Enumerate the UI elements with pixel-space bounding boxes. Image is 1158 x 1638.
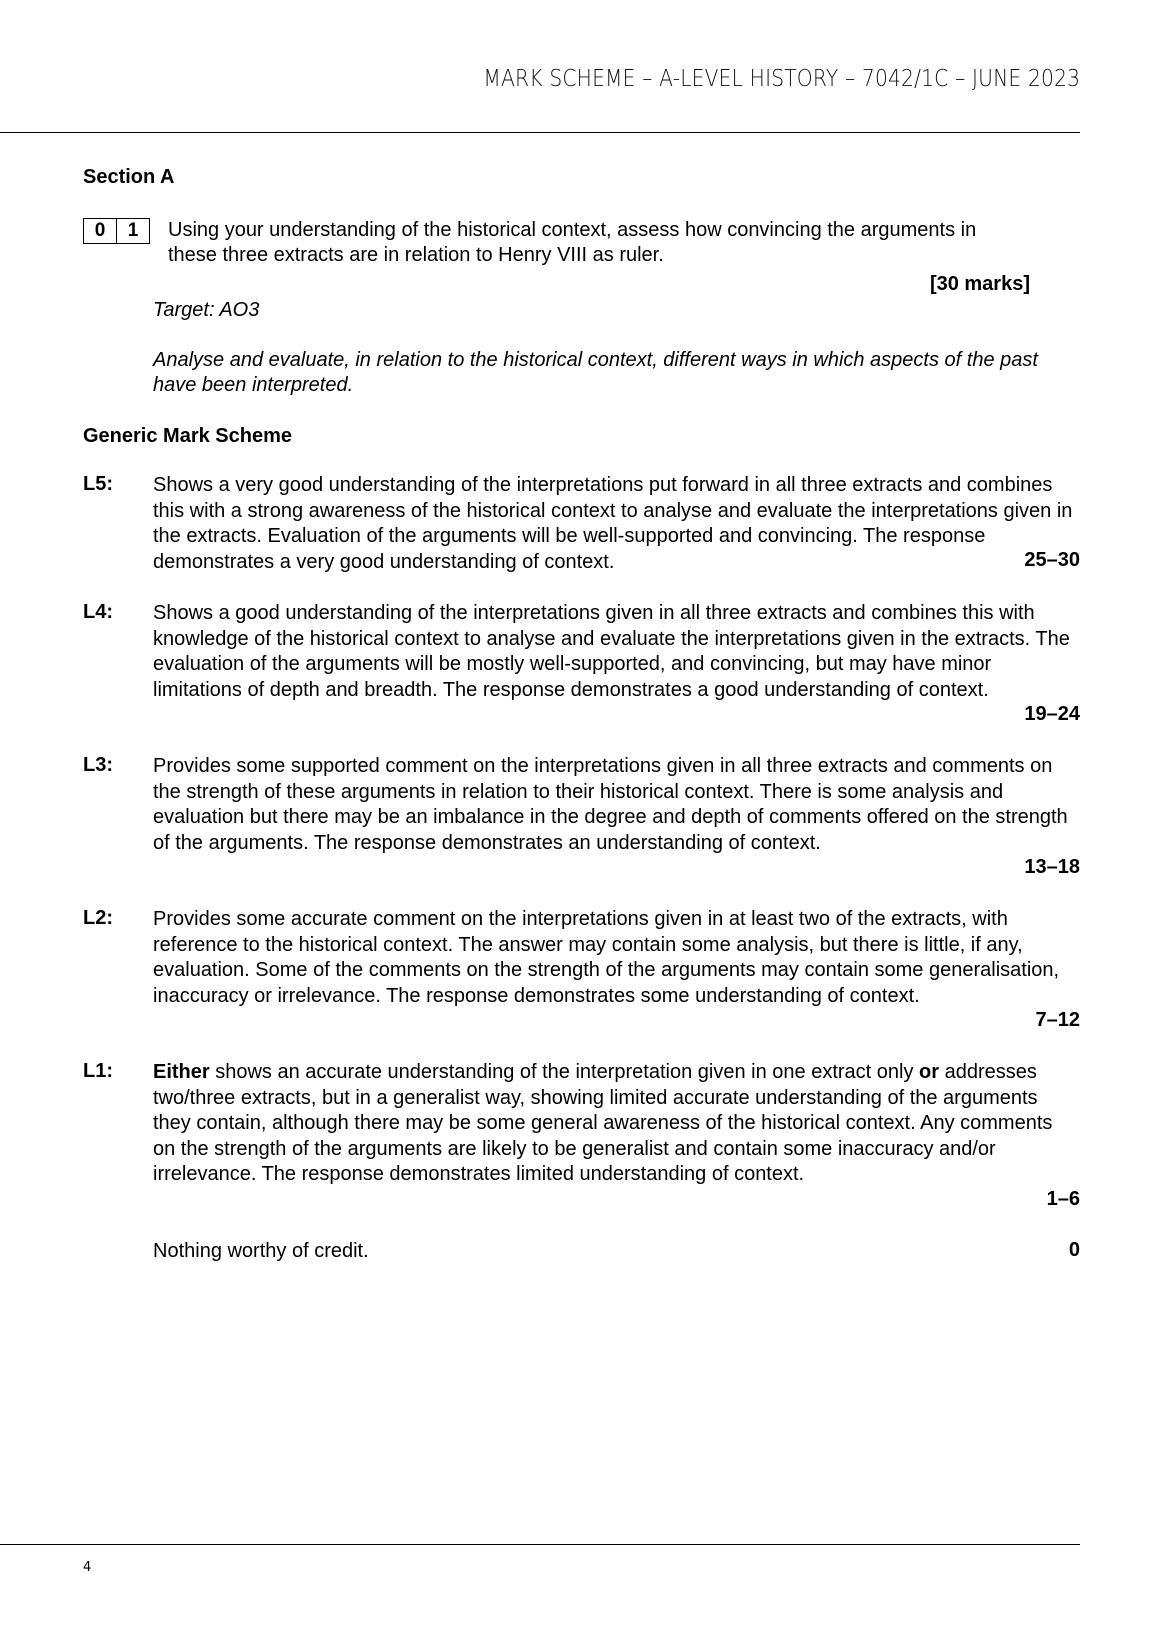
question-number-box [83, 218, 150, 244]
level-description [153, 1060, 1078, 1188]
question-marks: [30 marks] [929, 273, 1030, 295]
level-description: Provides some supported comment on the interpretations given in all three extracts and comments on the strength of these arguments in relation to their historical context. There is some analysis and evaluation but there may be an imbalance in the degree and depth of comments offered on the strength of the arguments. The response demonstrates an understanding of context. [153, 755, 1068, 854]
level-marks: 7–12 [1035, 1009, 1080, 1031]
page-header-title: MARK SCHEME – A-LEVEL HISTORY – 7042/1C – JUNE 2023 [483, 66, 1080, 92]
emphasis-or: or [919, 1061, 940, 1083]
level-label: L3: [83, 754, 113, 776]
level-label: L5: [83, 473, 113, 495]
generic-mark-scheme-heading: Generic Mark Scheme [83, 425, 292, 447]
question-number-digit: 0 [94, 220, 106, 241]
level-marks: 13–18 [1024, 856, 1080, 878]
question-text: Using your understanding of the historical context, assess how convincing the arguments in these three extracts are in relation to Henry VIII as ruler. [168, 219, 977, 266]
assessment-objective-description: Analyse and evaluate, in relation to the historical context, different ways in which aspects of the past have been interpreted. [153, 349, 1038, 396]
footer-divider [0, 1544, 1080, 1545]
level-row-l4 [83, 601, 1080, 731]
assessment-target: Target: AO3 [153, 299, 260, 321]
level-description: Shows a very good understanding of the interpretations put forward in all three extracts and combines this with a strong awareness of the historical context to analyse and evaluate the interpretations given in the extracts. Evaluation of the arguments will be well-supported and convincing. The response demonstrates a very good understanding of context. [153, 474, 1073, 573]
level-row-zero [83, 1239, 1080, 1269]
section-heading: Section A [83, 166, 175, 188]
level-row-l2 [83, 907, 1080, 1037]
level-description: Nothing worthy of credit. [153, 1240, 369, 1262]
level-marks: 0 [1068, 1239, 1080, 1261]
question-number-digit: 1 [116, 219, 149, 243]
level-row-l1 [83, 1060, 1080, 1215]
level-row-l5 [83, 473, 1080, 583]
level-label: L4: [83, 601, 113, 623]
level-description: Shows a good understanding of the interpretations given in all three extracts and combines this with knowledge of the historical context to analyse and evaluate the interpretations given in the extracts. The evaluation of the arguments will be mostly well-supported, and convincing, but may have minor limitations of depth and breadth. The response demonstrates a good understanding of context. [153, 602, 1070, 701]
page-number: 4 [83, 1560, 92, 1575]
level-marks: 25–30 [1024, 549, 1080, 571]
header-divider [0, 132, 1080, 133]
level-description-part: shows an accurate understanding of the interpretation given in one extract only [209, 1061, 920, 1083]
level-label: L2: [83, 907, 113, 929]
level-label: L1: [83, 1060, 113, 1082]
level-description: Provides some accurate comment on the interpretations given in at least two of the extracts, with reference to the historical context. The answer may contain some analysis, but there is little, if any, evaluation. Some of the comments on the strength of the arguments may contain some generalisation, inaccuracy or irrelevance. The response demonstrates some understanding of context. [153, 908, 1060, 1007]
emphasis-either: Either [153, 1061, 210, 1083]
level-description-part: addresses two/three extracts, but in a generalist way, showing limited accurate understanding of the arguments they contain, although there may be some general awareness of the historical context. Any comments on the strength of the arguments are likely to be generalist and contain some inaccuracy and/or irrelevance. The response demonstrates limited understanding of context. [153, 1061, 1053, 1185]
level-marks: 1–6 [1046, 1188, 1080, 1210]
level-marks: 19–24 [1024, 703, 1080, 725]
level-row-l3 [83, 754, 1080, 884]
